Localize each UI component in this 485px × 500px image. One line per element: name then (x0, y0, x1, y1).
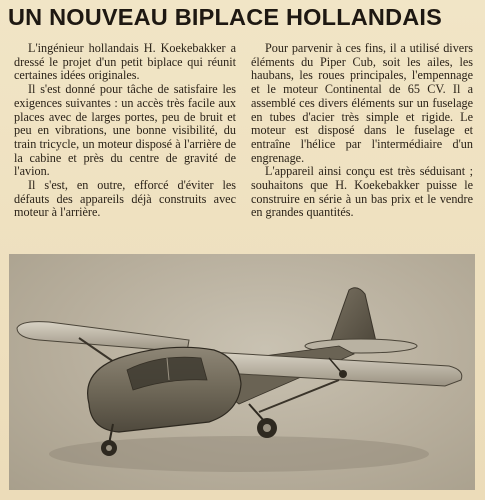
paragraph: L'appareil ainsi conçu est très séduisant ; souhaitons que H. Koekebakker puisse le construire en série à un bas prix et le vendre en grandes quantités. (251, 164, 473, 220)
article-column-left (14, 42, 236, 220)
paragraph: L'ingénieur hollandais H. Koekebakker a dressé le projet d'un petit biplace qui réunit certaines idées originales. (14, 41, 236, 83)
paragraph: Pour parvenir à ces fins, il a utilisé divers éléments du Piper Cub, soit les ailes, les haubans, les roues principales, l'empennage et le moteur Continental de 65 CV. Il a assemblé ces divers éléments sur un fuselage en tubes d'acier très simple et rigide. Le moteur est disposé dans le fuselage et entraîne l'hélice par l'intermédiaire d'un engrenage. (251, 41, 473, 165)
article-column-right (251, 42, 473, 220)
main-wheel-hub (263, 424, 271, 432)
nose-wheel-hub (106, 445, 112, 451)
left-wing (17, 322, 189, 352)
article-headline: UN NOUVEAU BIPLACE HOLLANDAIS (8, 4, 443, 30)
paragraph: Il s'est, en outre, efforcé d'éviter les défauts des appareils déjà construits avec moteur à l'arrière. (14, 178, 236, 220)
aircraft-photo (9, 254, 475, 490)
tail-wheel (339, 370, 347, 378)
aircraft-model-illustration (9, 254, 475, 490)
paragraph: Il s'est donné pour tâche de satisfaire les exigences suivantes : un accès très facile aux places avec de larges portes, peu de bruit et peu en vibrations, une bonne visibilité, du train tricycle, un moteur disposé à l'arrière de la cabine et près du centre de gravité de l'avion. (14, 82, 236, 179)
